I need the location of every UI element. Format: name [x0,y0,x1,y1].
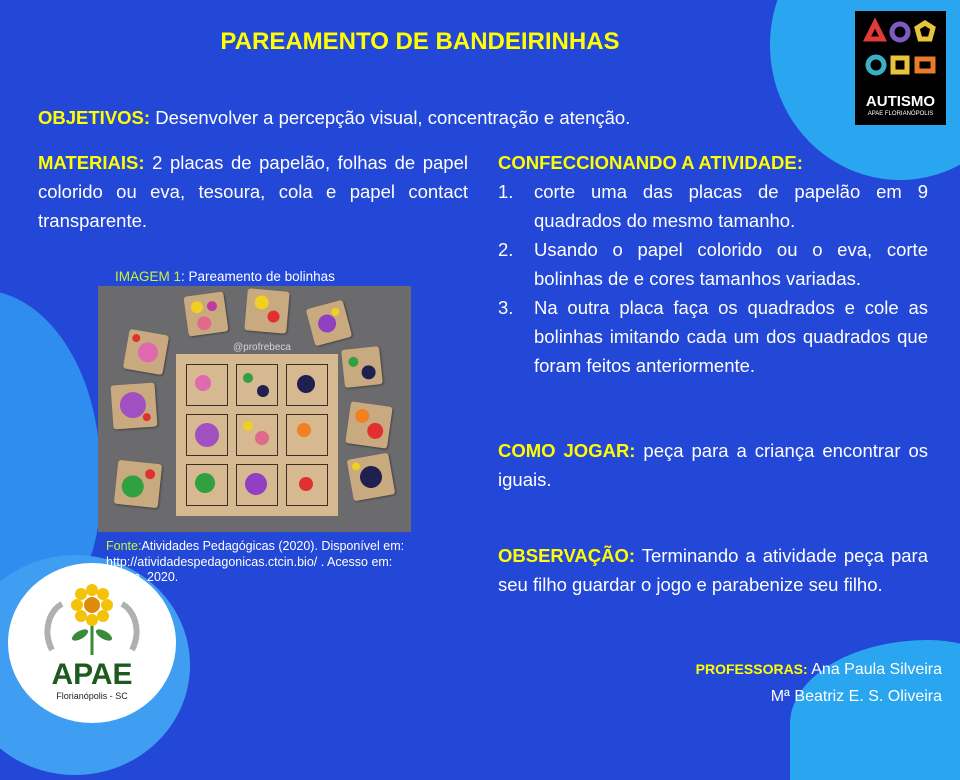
card-loose [183,291,228,336]
step-text: Na outra placa faça os quadrados e cole as bolinhas imitando cada um dos quadrados que foram feitos anteriormente. [534,297,928,376]
photo-watermark: @profrebeca [233,342,291,353]
image-caption [115,269,335,284]
professoras-line-1 [696,656,942,683]
step-number: 1. [498,181,514,202]
step-item [498,235,928,293]
objetivos-label: OBJETIVOS: [38,107,151,128]
image-caption-label: IMAGEM 1 [115,269,182,284]
apae-logo-word: APAE [51,658,133,691]
como-jogar-text: peça para a criança encontrar os iguais. [498,440,929,490]
image-source-label: Fonte: [106,539,142,553]
observacao-label: OBSERVAÇÃO: [498,545,636,566]
autismo-logo-sub: APAE FLORIANÓPOLIS [867,111,934,117]
card-loose [244,288,290,334]
objetivos-text: Desenvolver a percepção visual, concentração e atenção. [150,107,631,128]
autismo-logo-word: AUTISMO [865,93,936,110]
card-loose [345,401,392,448]
como-jogar-label: COMO JOGAR: [498,440,636,461]
step-text: corte uma das placas de papelão em 9 quadrados do mesmo tamanho. [534,181,928,231]
card-loose [123,329,169,375]
observacao-paragraph [498,541,928,599]
como-jogar-paragraph [498,436,928,494]
step-item [498,177,928,235]
step-item [498,293,928,380]
step-text: Usando o papel colorido ou o eva, corte bolinhas de e cores tamanhos variadas. [534,239,928,289]
autismo-shapes-icon [855,11,946,91]
card-loose [347,453,396,502]
card-loose [306,300,353,347]
professora-name-1: Ana Paula Silveira [807,661,942,678]
card-loose [111,383,158,430]
step-number: 3. [498,297,514,318]
image-source-text: Atividades Pedagógicas (2020). Disponível em: http://atividadespedagonicas.ctcin.bio/ . Acesso em: 24 jun. 2020. [106,539,405,584]
step-number: 2. [498,239,514,260]
apae-logo [32,580,152,710]
professoras-label: PROFESSORAS: [695,661,808,677]
matching-board [176,354,338,516]
confeccionando-steps [498,177,928,380]
observacao-text: Terminando a atividade peça para seu filho guardar o jogo e parabenize seu filho. [498,545,928,595]
materiais-label: MATERIAIS: [38,152,145,173]
professoras-credits [696,656,942,710]
confeccionando-section [498,148,928,380]
apae-flower-icon [32,580,152,660]
activity-photo [98,286,411,532]
image-source-note [106,539,406,586]
image-caption-text: : Pareamento de bolinhas [181,269,335,284]
page-title: PAREAMENTO DE BANDEIRINHAS [220,28,620,55]
professora-name-2: Mª Beatriz E. S. Oliveira [770,688,942,705]
materiais-text: 2 placas de papelão, folhas de papel colorido ou eva, tesoura, cola e papel contact transparente. [38,152,468,231]
objetivos-paragraph [38,103,738,132]
autismo-logo [855,11,946,125]
card-loose [114,460,162,508]
materiais-paragraph [38,148,468,235]
apae-logo-sub: Florianópolis - SC [56,691,128,701]
card-loose [341,346,383,388]
confeccionando-label: CONFECCIONANDO A ATIVIDADE: [498,152,803,173]
